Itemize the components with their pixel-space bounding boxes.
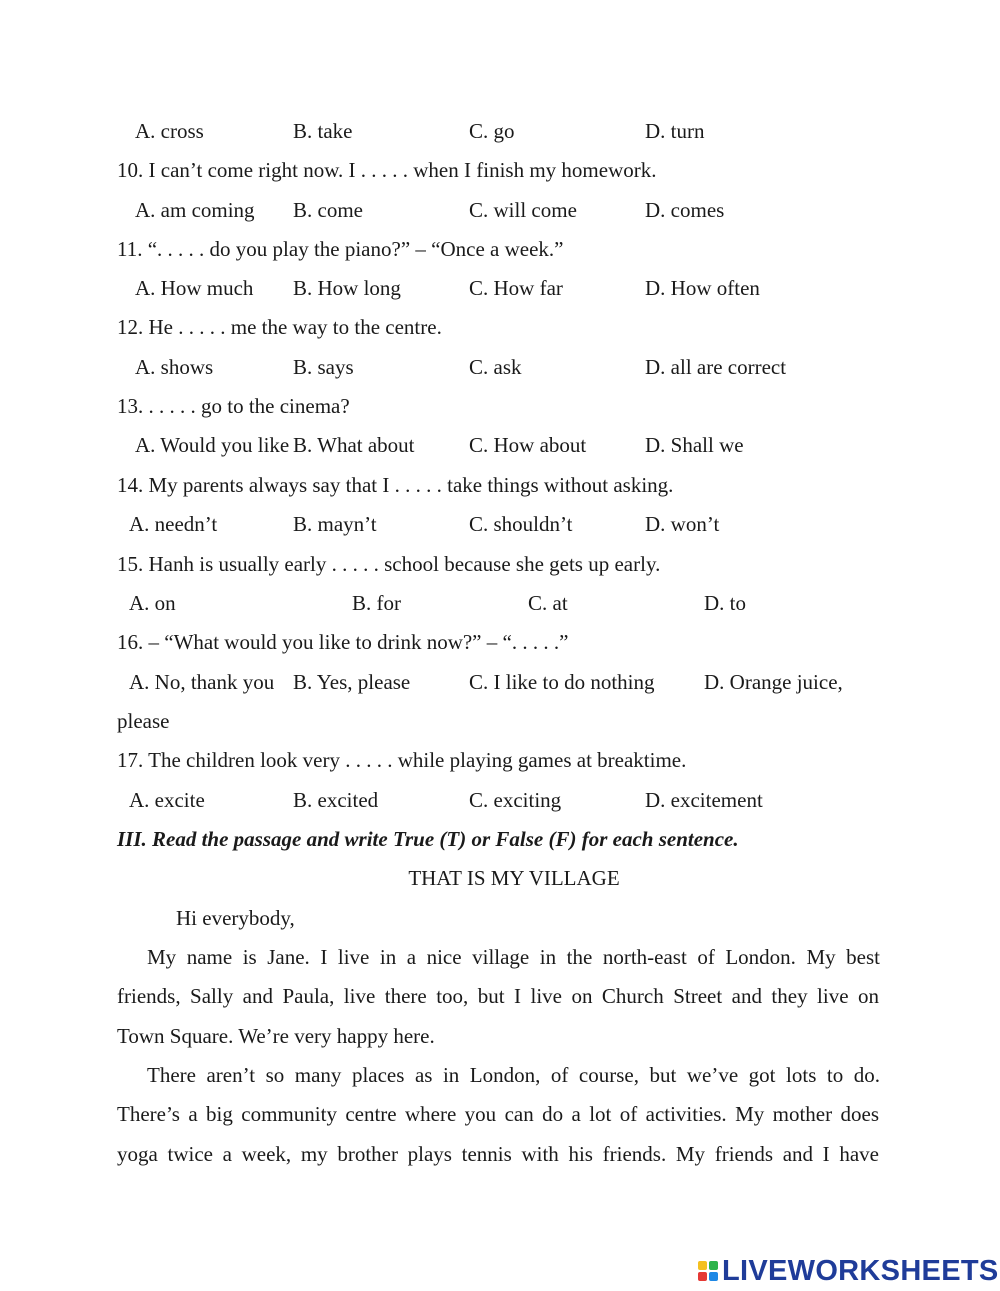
q14-option-b: B. mayn’t	[293, 512, 377, 536]
q15-option-c: C. at	[528, 591, 568, 615]
q15-stem: 15. Hanh is usually early . . . . . school because she gets up early.	[117, 552, 661, 576]
q10-stem: 10. I can’t come right now. I . . . . . when I finish my homework.	[117, 158, 657, 182]
q10-option-d: D. comes	[645, 198, 725, 222]
q10-option-a: A. am coming	[135, 198, 255, 222]
passage-line-1: My name is Jane. I live in a nice village in the north-east of London. My best	[147, 945, 880, 969]
q11-option-a: A. How much	[135, 276, 254, 300]
q15-option-d: D. to	[704, 591, 746, 615]
q11-option-b: B. How long	[293, 276, 401, 300]
q14-stem: 14. My parents always say that I . . . . . take things without asking.	[117, 473, 674, 497]
q9-option-d: D. turn	[645, 119, 705, 143]
section-heading: III. Read the passage and write True (T) or False (F) for each sentence.	[117, 827, 739, 851]
logo-squares-icon	[698, 1261, 718, 1281]
q16-option-d: D. Orange juice,	[704, 670, 843, 694]
passage-line-3: Town Square. We’re very happy here.	[117, 1024, 435, 1048]
q13-stem: 13. . . . . . go to the cinema?	[117, 394, 350, 418]
q17-option-b: B. excited	[293, 788, 379, 812]
q10-option-c: C. will come	[469, 198, 577, 222]
q17-option-c: C. exciting	[469, 788, 562, 812]
q9-option-c: C. go	[469, 119, 515, 143]
q13-option-b: B. What about	[293, 433, 415, 457]
q10-option-b: B. come	[293, 198, 363, 222]
q11-option-d: D. How often	[645, 276, 760, 300]
q17-option-d: D. excitement	[645, 788, 763, 812]
q12-option-d: D. all are correct	[645, 355, 787, 379]
q16-option-a: A. No, thank you	[129, 670, 275, 694]
q17-option-a: A. excite	[129, 788, 205, 812]
q16-option-c: C. I like to do nothing	[469, 670, 655, 694]
q12-option-b: B. says	[293, 355, 354, 379]
q16-option-d-continuation: please	[117, 709, 170, 733]
q14-option-c: C. shouldn’t	[469, 512, 573, 536]
passage-line-2: friends, Sally and Paula, live there too, but I live on Church Street and they live on	[117, 984, 879, 1008]
passage-title: THAT IS MY VILLAGE	[408, 866, 620, 890]
q11-option-c: C. How far	[469, 276, 563, 300]
logo-text: LIVEWORKSHEETS	[722, 1254, 999, 1287]
q14-option-d: D. won’t	[645, 512, 720, 536]
q14-option-a: A. needn’t	[129, 512, 218, 536]
q12-option-a: A. shows	[135, 355, 214, 379]
q13-option-d: D. Shall we	[645, 433, 744, 457]
q13-option-c: C. How about	[469, 433, 587, 457]
q16-option-b: B. Yes, please	[293, 670, 411, 694]
liveworksheets-logo	[698, 1254, 999, 1288]
passage-line-5: There’s a big community centre where you can do a lot of activities. My mother does	[117, 1102, 879, 1126]
q12-stem: 12. He . . . . . me the way to the centre.	[117, 315, 442, 339]
q15-option-a: A. on	[129, 591, 176, 615]
q9-option-b: B. take	[293, 119, 353, 143]
q15-option-b: B. for	[352, 591, 401, 615]
passage-line-6: yoga twice a week, my brother plays tennis with his friends. My friends and I have	[117, 1142, 879, 1166]
q9-option-a: A. cross	[135, 119, 204, 143]
q13-option-a: A. Would you like	[135, 433, 290, 457]
q16-stem: 16. – “What would you like to drink now?” – “. . . . .”	[117, 630, 569, 654]
q12-option-c: C. ask	[469, 355, 522, 379]
passage-line-4: There aren’t so many places as in London, of course, but we’ve got lots to do.	[147, 1063, 880, 1087]
passage-greeting: Hi everybody,	[176, 906, 295, 930]
q17-stem: 17. The children look very . . . . . while playing games at breaktime.	[117, 748, 687, 772]
q11-stem: 11. “. . . . . do you play the piano?” – “Once a week.”	[117, 237, 564, 261]
